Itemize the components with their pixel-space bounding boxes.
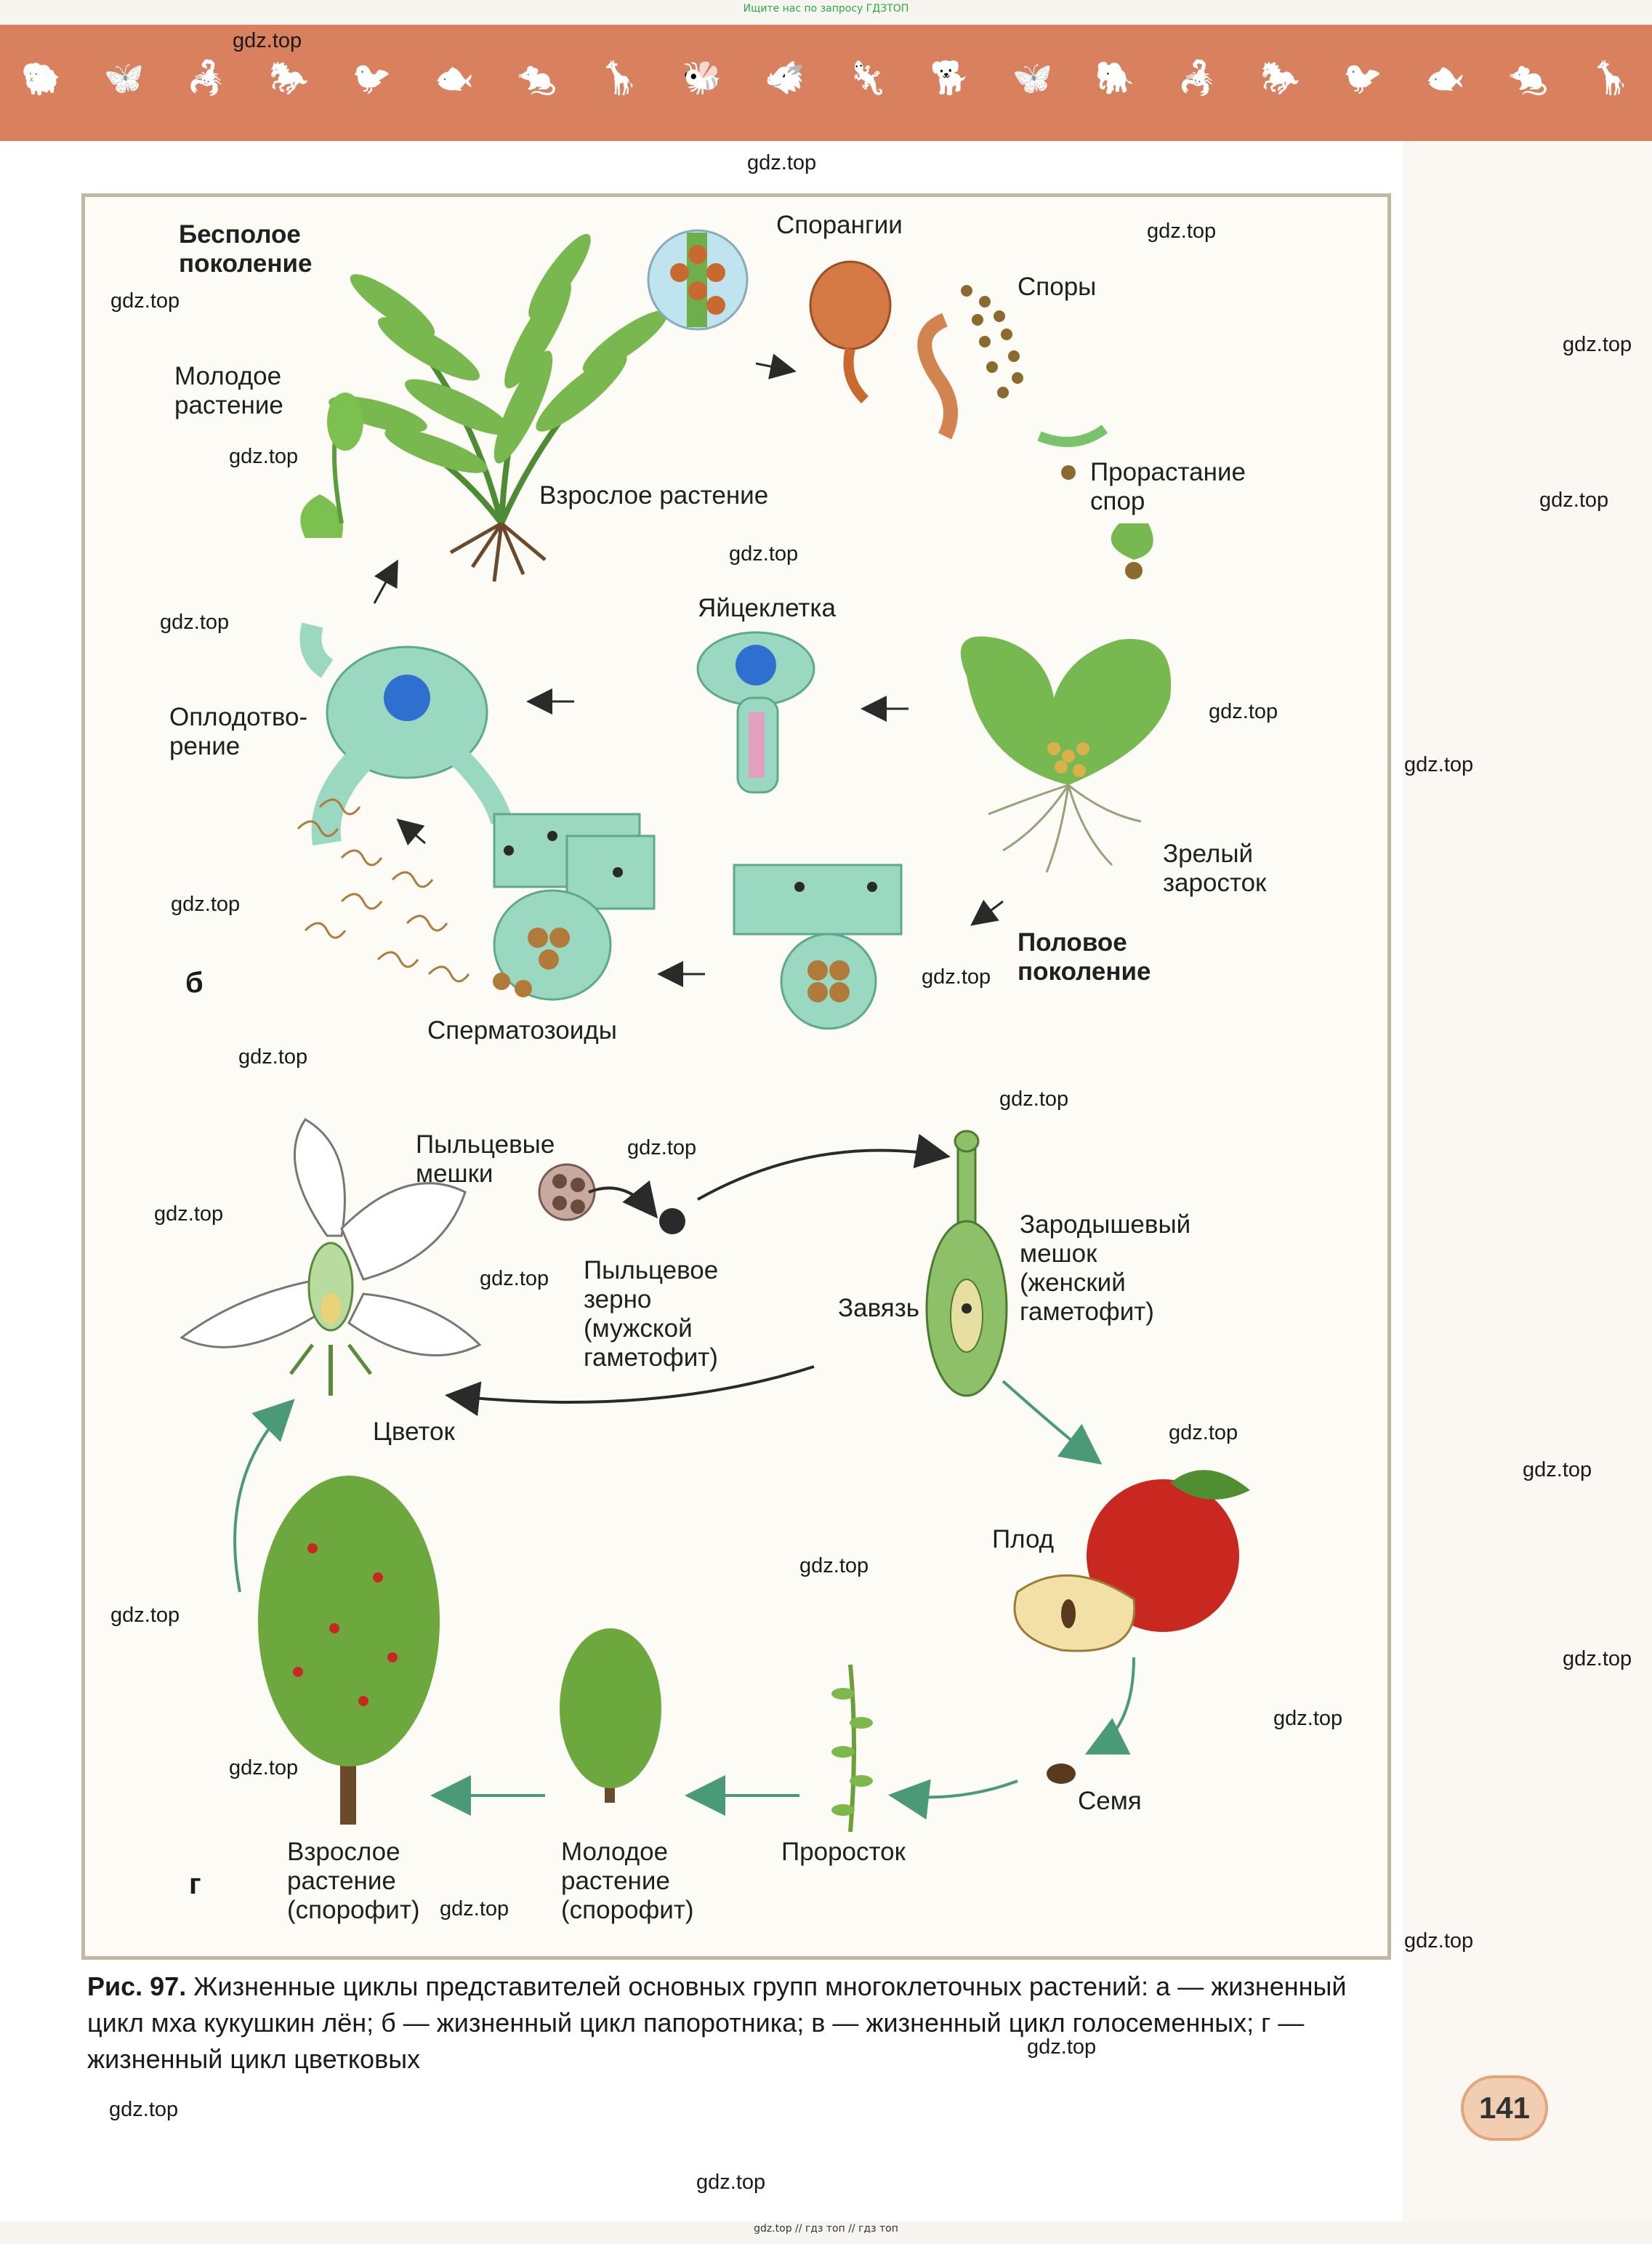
fern-cycle-letter: б	[185, 967, 204, 999]
banner-animal-icon: 🦂	[186, 60, 227, 96]
watermark: gdz.top	[747, 151, 817, 174]
figure-caption	[87, 1968, 1388, 2078]
page-number: 141	[1461, 2075, 1548, 2141]
egg-cell-archegonium	[698, 632, 814, 792]
watermark: gdz.top	[110, 289, 180, 313]
watermark: gdz.top	[229, 445, 299, 468]
pollen-grain-label: Пыльцевое зерно (мужской гаметофит)	[584, 1256, 719, 1372]
mature-prothallus	[961, 637, 1171, 872]
watermark: gdz.top	[1404, 1929, 1474, 1953]
pistil-embryo-sac	[927, 1131, 1007, 1396]
banner-animal-icon: 🐀	[517, 60, 557, 96]
banner-animal-icon: 🐟	[434, 60, 475, 96]
ovary-label: Завязь	[838, 1294, 920, 1322]
watermark: gdz.top	[440, 1897, 509, 1921]
banner-animal-icon: 🐏	[21, 60, 62, 96]
watermark: gdz.top	[160, 611, 230, 634]
watermark: gdz.top	[922, 965, 991, 989]
banner-animal-icon: 🐘	[1095, 60, 1135, 96]
watermark: gdz.top	[109, 2098, 179, 2121]
young-plant-label: Молодое растение	[174, 362, 283, 419]
spores-label: Споры	[1018, 273, 1097, 301]
seed-label: Семя	[1078, 1787, 1142, 1815]
watermark: gdz.top	[1563, 1647, 1632, 1670]
young-fern-sporophyte	[300, 393, 363, 538]
banner-animal-icon: 🐦	[351, 60, 392, 96]
banner-animal-icon: 🦋	[1012, 60, 1052, 96]
asexual-generation-label: Бесполое поколение	[179, 220, 313, 278]
archegonium-fertilization	[311, 625, 502, 843]
seedling-label: Проросток	[781, 1838, 906, 1866]
watermark: gdz.top	[696, 2171, 766, 2194]
fertilization-label: Оплодотво- рение	[169, 703, 308, 760]
watermark: gdz.top	[110, 1604, 180, 1627]
watermark: gdz.top	[799, 1554, 869, 1577]
apple-fruit	[1015, 1470, 1250, 1651]
banner-animal-icon: 🐕	[930, 60, 970, 96]
mature-prothallus-label: Зрелый заросток	[1163, 840, 1267, 897]
banner-animal-icon: 🐦	[1342, 60, 1383, 96]
watermark: gdz.top	[999, 1087, 1069, 1111]
banner-animal-icon: 🐀	[1507, 60, 1548, 96]
watermark: gdz.top	[729, 542, 799, 566]
figure-number: Рис. 97.	[87, 1971, 187, 2001]
flowering-cycle-letter: г	[189, 1868, 201, 1900]
fruit-label: Плод	[992, 1525, 1055, 1553]
figure-caption-text: Жизненные циклы представителей основных групп многоклеточных растений: а — жизненный цикл мха кукушкин лён; б — жизненный цикл папоротника; в — жизненный цикл голосеменных; г — жизненный цикл цветковых	[87, 1971, 1347, 2074]
sexual-generation-label: Половое поколение	[1018, 928, 1151, 986]
banner-animal-icon: 🐝	[682, 60, 722, 96]
watermark: gdz.top	[627, 1136, 697, 1159]
watermark: gdz.top	[229, 1756, 299, 1779]
young-sporophyte-label: Молодое растение (спорофит)	[561, 1838, 694, 1924]
watermark: gdz.top	[1563, 333, 1632, 356]
sperm-label: Сперматозоиды	[427, 1016, 617, 1045]
watermark: gdz.top	[238, 1045, 308, 1069]
flower-label: Цветок	[373, 1417, 455, 1446]
watermark: gdz.top	[1404, 753, 1474, 776]
watermark: gdz.top	[171, 893, 241, 916]
banner-animal-icon: 🦎	[847, 60, 887, 96]
pollen-sac-section	[539, 1165, 685, 1234]
banner-animal-icon: 🦒	[599, 60, 640, 96]
banner-animal-icon: 🐟	[1425, 60, 1466, 96]
sporangia-label: Спорангии	[776, 211, 903, 239]
watermark: gdz.top	[154, 1202, 224, 1226]
banner-animal-icon: 🦋	[104, 60, 144, 96]
bottom-source-note: gdz.top // гдз топ // гдз топ	[754, 2223, 898, 2235]
embryo-sac-label: Зародышевый мешок (женский гаметофит)	[1020, 1210, 1191, 1326]
watermark: gdz.top	[1209, 700, 1278, 723]
banner-animal-icon: 🐎	[1260, 60, 1300, 96]
seed	[1047, 1764, 1076, 1784]
watermark: gdz.top	[1169, 1421, 1238, 1444]
banner-animal-icon: 🐗	[765, 60, 805, 96]
adult-sporophyte-label: Взрослое растение (спорофит)	[287, 1838, 420, 1924]
adult-fern-plant	[326, 227, 674, 582]
adult-fern-label: Взрослое растение	[539, 481, 769, 510]
watermark: gdz.top	[1523, 1458, 1592, 1481]
egg-cell-label: Яйцеклетка	[698, 594, 836, 622]
watermark: gdz.top	[1147, 220, 1217, 243]
banner-animal-icon: 🦂	[1177, 60, 1218, 96]
watermark: gdz.top	[480, 1267, 549, 1290]
pollen-sacs-label: Пыльцевые мешки	[416, 1130, 555, 1188]
seedling	[831, 1665, 873, 1832]
watermark: gdz.top	[233, 29, 302, 52]
young-tree	[560, 1628, 661, 1803]
watermark: gdz.top	[1539, 488, 1609, 512]
watermark: gdz.top	[1027, 2035, 1097, 2059]
watermark: gdz.top	[1273, 1707, 1343, 1730]
top-search-note: Ищите нас по запросу ГДЗТОП	[743, 3, 909, 15]
banner-animal-icon: 🐎	[269, 60, 310, 96]
banner-animal-icon: 🦒	[1590, 60, 1631, 96]
spore-germination-label: Прорастание спор	[1090, 458, 1246, 515]
antheridium-cells	[493, 814, 901, 1029]
